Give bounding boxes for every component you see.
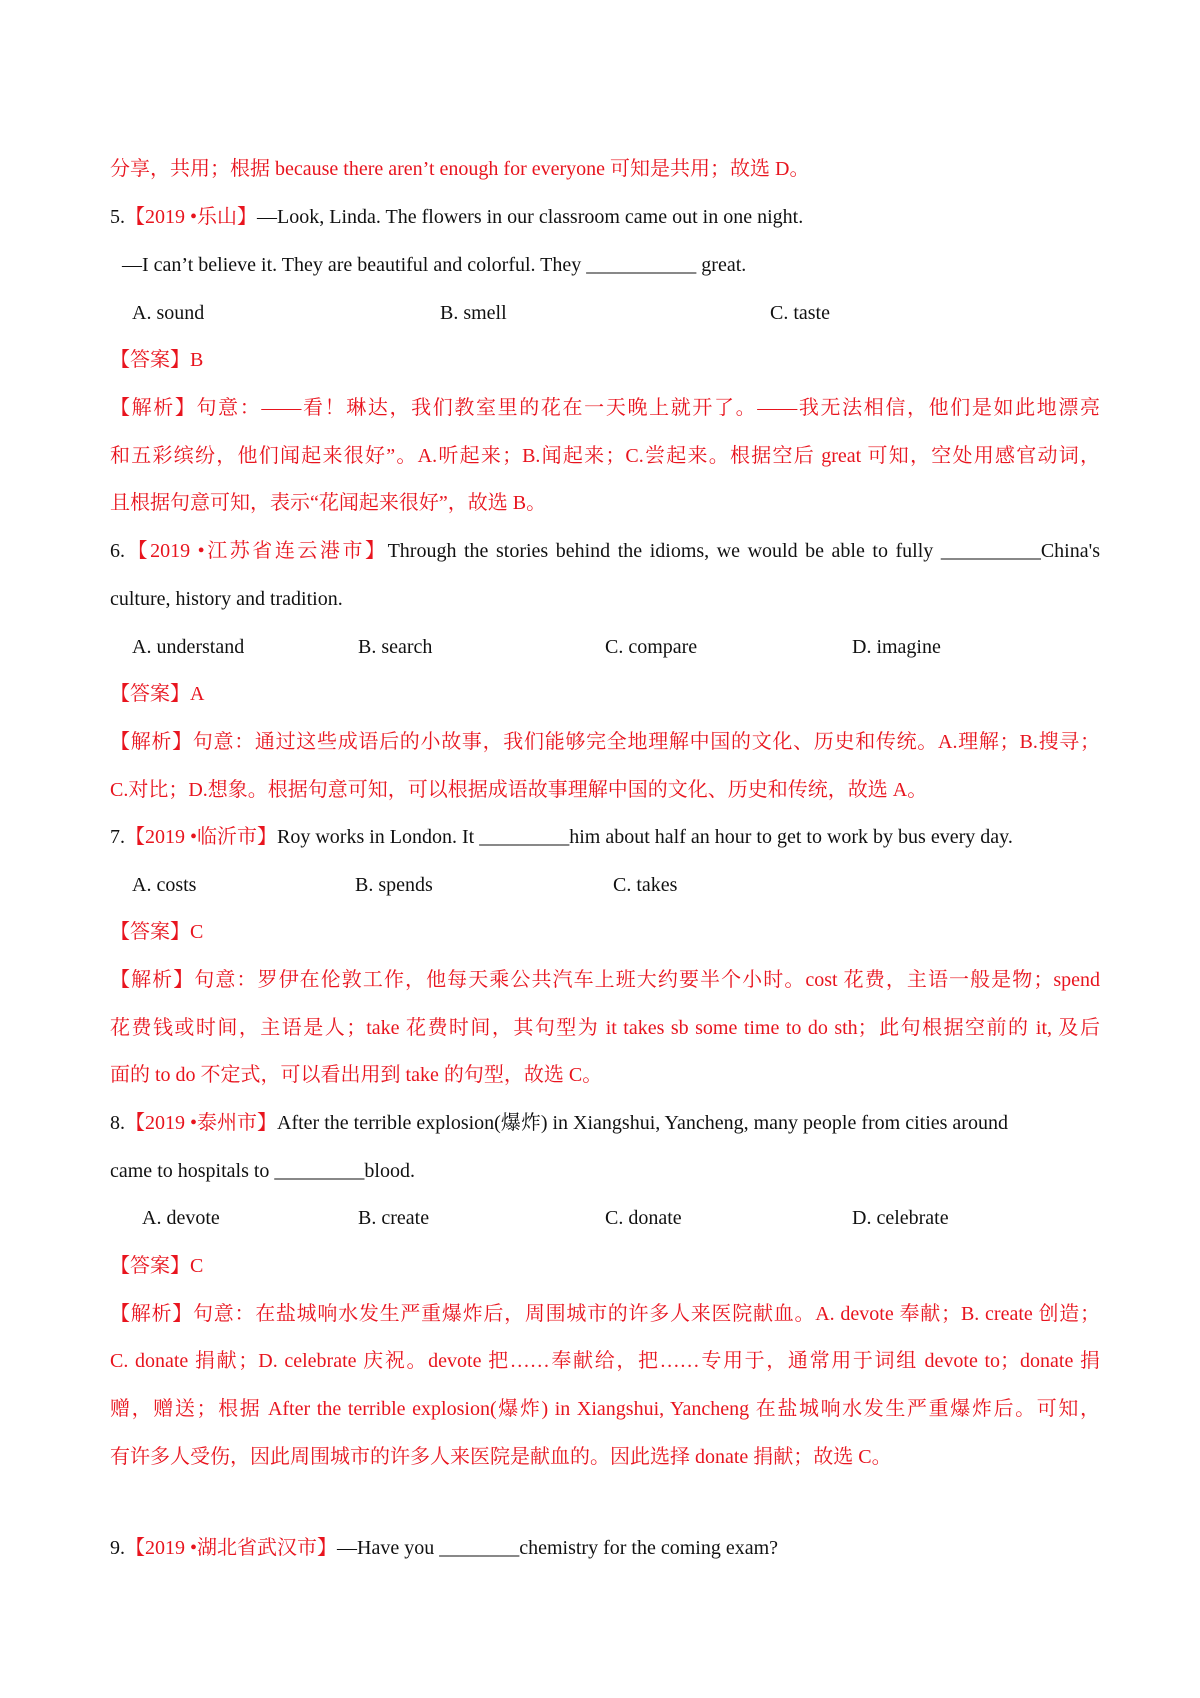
question-8-analysis-line-3: 赠，赠送；根据 After the terrible explosion(爆炸) in Xiangshui, Yancheng 在盐城响水发生严重爆炸后。可知， [110, 1398, 1100, 1420]
option-c: C. taste [770, 302, 830, 324]
question-6-analysis-line-2: C.对比；D.想象。根据句意可知，可以根据成语故事理解中国的文化、历史和传统，故选 A。 [110, 779, 928, 801]
question-8-analysis-line-4: 有许多人受伤，因此周围城市的许多人来医院是献血的。因此选择 donate 捐献；故选 C。 [110, 1446, 892, 1468]
question-source: 【2019 •乐山】 [125, 206, 258, 228]
question-number: 8. [110, 1112, 125, 1134]
question-7-analysis-line-2: 花费钱或时间，主语是人；take 花费时间，其句型为 it takes sb some time to do sth；此句根据空前的 it, 及后 [110, 1017, 1100, 1039]
question-9-stem [110, 1533, 1100, 1563]
question-7-stem [110, 822, 1100, 852]
question-7-analysis-line-3: 面的 to do 不定式，可以看出用到 take 的句型，故选 C。 [110, 1064, 603, 1086]
question-7-options [110, 870, 1100, 900]
option-a: A. sound [132, 302, 205, 324]
option-c: C. compare [605, 636, 698, 658]
option-a: A. devote [142, 1207, 220, 1229]
question-5-stem [110, 202, 1100, 232]
question-number: 6. [110, 540, 125, 562]
question-8-answer: 【答案】C [110, 1255, 204, 1277]
question-number: 5. [110, 206, 125, 228]
option-b: B. spends [355, 874, 433, 896]
question-6-analysis-line-1: 【解析】句意：通过这些成语后的小故事，我们能够完全地理解中国的文化、历史和传统。A.理解；B.搜寻； [110, 731, 1100, 753]
option-a: A. understand [132, 636, 245, 658]
question-number: 9. [110, 1537, 125, 1559]
question-6-answer: 【答案】A [110, 683, 205, 705]
question-8-options [110, 1203, 1100, 1233]
option-b: B. smell [440, 302, 507, 324]
question-text: Roy works in London. It _________him about half an hour to get to work by bus every day. [277, 826, 1013, 848]
question-source: 【2019 •湖北省武汉市】 [125, 1537, 338, 1559]
question-8-analysis-line-2: C. donate 捐献；D. celebrate 庆祝。devote 把……奉献给，把……专用于，通常用于词组 devote to；donate 捐 [110, 1350, 1100, 1372]
question-5-analysis-line-3: 且根据句意可知，表示“花闻起来很好”，故选 B。 [110, 492, 547, 514]
question-text: —Have you ________chemistry for the coming exam? [337, 1537, 779, 1559]
question-8-analysis-line-1: 【解析】句意：在盐城响水发生严重爆炸后，周围城市的许多人来医院献血。A. devote 奉献；B. create 创造； [110, 1303, 1100, 1325]
question-6-stem [110, 536, 1100, 566]
question-6-stem-line-2: culture, history and tradition. [110, 588, 343, 610]
question-number: 7. [110, 826, 125, 848]
question-text: —Look, Linda. The flowers in our classroom came out in one night. [257, 206, 804, 228]
question-8-stem [110, 1108, 1100, 1138]
question-5-analysis-line-2: 和五彩缤纷，他们闻起来很好”。A.听起来；B.闻起来；C.尝起来。根据空后 great 可知，空处用感官动词， [110, 445, 1100, 467]
option-c: C. donate [605, 1207, 682, 1229]
question-7-analysis-line-1: 【解析】句意：罗伊在伦敦工作，他每天乘公共汽车上班大约要半个小时。cost 花费，主语一般是物；spend [110, 969, 1100, 991]
question-text: After the terrible explosion(爆炸) in Xiangshui, Yancheng, many people from cities around [277, 1112, 1008, 1134]
question-source: 【2019 •江苏省连云港市】 [125, 540, 388, 562]
option-c: C. takes [613, 874, 678, 896]
question-5-options [110, 298, 1100, 328]
option-d: D. celebrate [852, 1207, 949, 1229]
option-d: D. imagine [852, 636, 941, 658]
question-6-options [110, 632, 1100, 662]
question-text: Through the stories behind the idioms, we would be able to fully __________China's [387, 540, 1100, 562]
question-5-analysis-line-1: 【解析】句意：——看！琳达，我们教室里的花在一天晚上就开了。——我无法相信，他们是如此地漂亮 [110, 397, 1100, 419]
option-b: B. create [358, 1207, 430, 1229]
question-5-stem-line-2: —I can’t believe it. They are beautiful and colorful. They ___________ great. [122, 254, 747, 276]
question-7-answer: 【答案】C [110, 921, 204, 943]
question-5-answer: 【答案】B [110, 349, 204, 371]
question-source: 【2019 •临沂市】 [125, 826, 278, 848]
question-8-stem-line-2: came to hospitals to _________blood. [110, 1160, 415, 1182]
analysis-continuation: 分享，共用；根据 because there aren’t enough for everyone 可知是共用；故选 D。 [110, 158, 810, 180]
option-b: B. search [358, 636, 433, 658]
option-a: A. costs [132, 874, 197, 896]
question-source: 【2019 •泰州市】 [125, 1112, 278, 1134]
